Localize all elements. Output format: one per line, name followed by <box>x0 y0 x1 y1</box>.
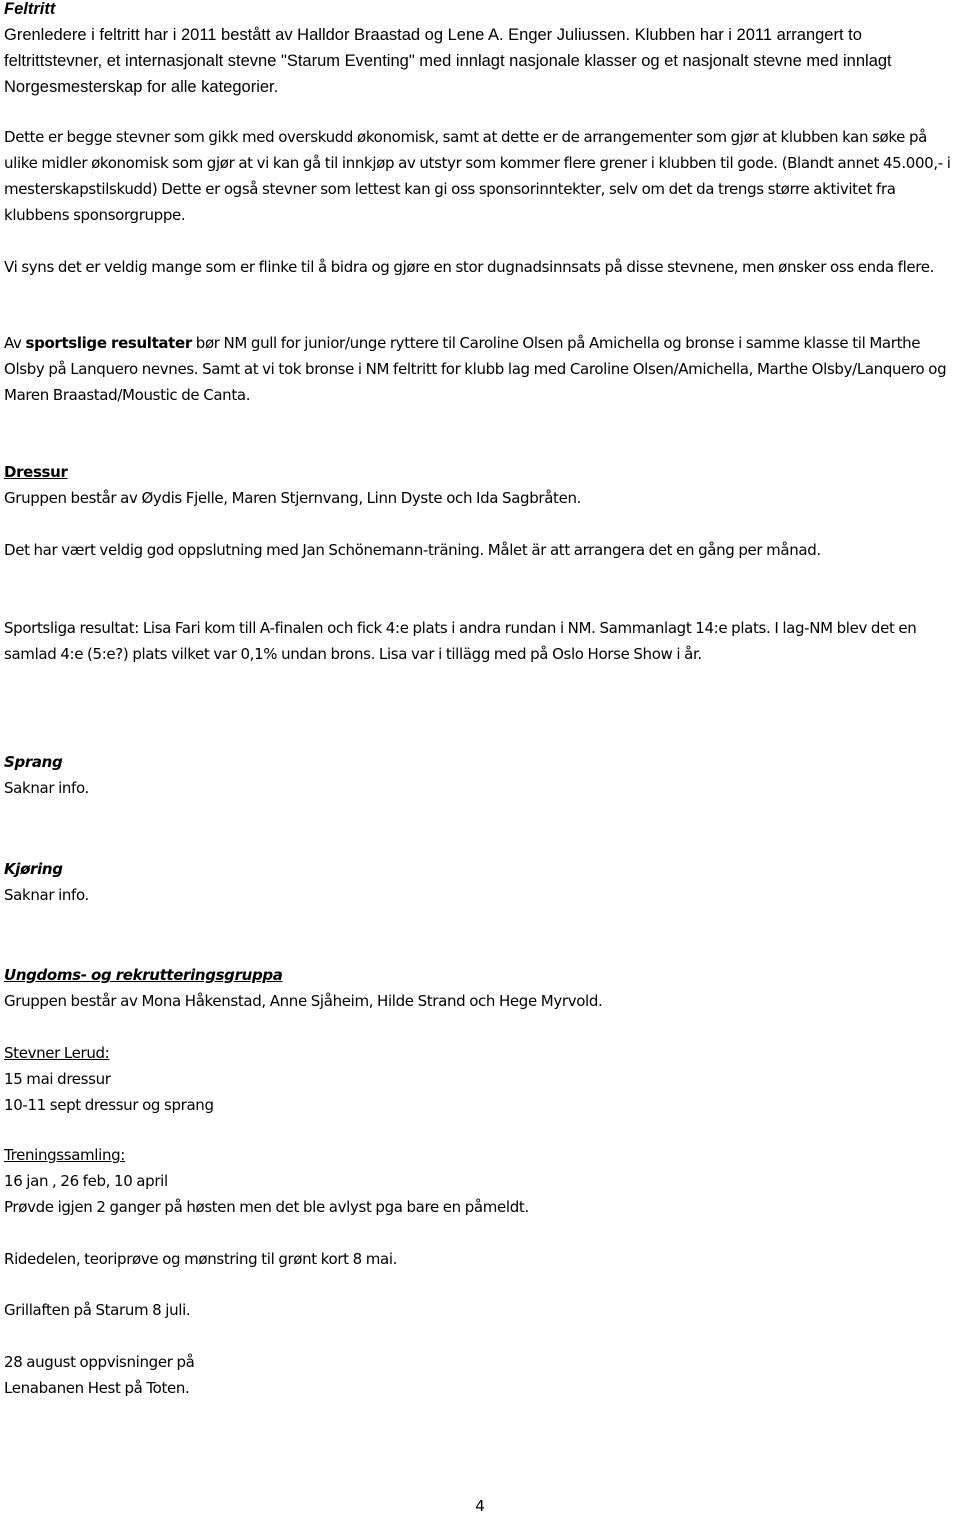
feltritt-section <box>4 0 956 100</box>
dressur-heading: Dressur <box>4 463 68 481</box>
feltritt-heading: Feltritt <box>4 0 56 18</box>
dressur-paragraph-3: Sportsliga resultat: Lisa Fari kom till A-finalen och fick 4:e plats i andra rundan i NM. Sammanlagt 14:e plats. I lag-NM blev det en samlad 4:e (5:e?) plats vilket var 0,1% undan brons. Lisa var i tillägg med på Oslo Horse Show i år. <box>4 619 917 663</box>
results-prefix: Av <box>4 334 26 352</box>
ungdom-heading: Ungdoms- og rekrutteringsgruppa <box>4 966 283 984</box>
kjoring-heading: Kjøring <box>4 860 63 878</box>
trening-label: Treningssamling: <box>4 1146 125 1164</box>
sprang-heading: Sprang <box>4 753 63 771</box>
dressur-section <box>4 459 956 511</box>
ridedelen-text: Ridedelen, teoriprøve og mønstring til grønt kort 8 mai. <box>4 1250 398 1268</box>
page-number: 4 <box>475 1497 485 1515</box>
stevner-item: 10-11 sept dressur og sprang <box>4 1096 214 1114</box>
oppvisning-line: Lenabanen Hest på Toten. <box>4 1379 190 1397</box>
results-text: bør NM gull for junior/unge ryttere til Caroline Olsen på Amichella og bronse i samme klasse til Marthe Olsby på Lanquero nevnes. Samt at vi tok bronse i NM feltritt for klubb lag med Caroline Olsen/Amichella, Marthe Olsby/Lanquero og Maren Braastad/Moustic de Canta. <box>4 334 947 404</box>
stevner-item: 15 mai dressur <box>4 1070 111 1088</box>
trening-item: 16 jan , 26 feb, 10 april <box>4 1172 168 1190</box>
dressur-paragraph-1: Gruppen består av Øydis Fjelle, Maren Stjernvang, Linn Dyste och Ida Sagbråten. <box>4 489 582 507</box>
grillaften-text: Grillaften på Starum 8 juli. <box>4 1301 191 1319</box>
treningssamling <box>4 1142 956 1220</box>
kjoring-section <box>4 856 956 908</box>
sprang-section <box>4 749 956 801</box>
stevner-lerud <box>4 1040 956 1118</box>
oppvisning-text <box>4 1349 956 1401</box>
stevner-label: Stevner Lerud: <box>4 1044 110 1062</box>
dressur-paragraph-2: Det har vært veldig god oppslutning med Jan Schönemann-träning. Målet är att arrangera det en gång per månad. <box>4 541 821 559</box>
feltritt-paragraph-1: Grenledere i feltritt har i 2011 bestått av Halldor Braastad og Lene A. Enger Juliussen. Klubben har i 2011 arrangert to feltrittstevner, et internasjonalt stevne "Starum Eventing" med innlagt nasjonale klasser og et nasjonalt stevne med innlagt Norgesmesterskap for alle kategorier. <box>4 26 892 96</box>
ungdom-section <box>4 962 956 1014</box>
oppvisning-line: 28 august oppvisninger på <box>4 1353 195 1371</box>
results-bold-label: sportslige resultater <box>25 334 192 352</box>
trening-item: Prøvde igjen 2 ganger på høsten men det ble avlyst pga bare en påmeldt. <box>4 1198 529 1216</box>
feltritt-paragraph-4 <box>4 330 956 408</box>
feltritt-paragraph-2: Dette er begge stevner som gikk med overskudd økonomisk, samt at dette er de arrangementer som gjør at klubben kan søke på ulike midler økonomisk som gjør at vi kan gå til innkjøp av utstyr som kommer flere grener i klubben til gode. (Blandt annet 45.000,- i mesterskapstilskudd) Dette er også stevner som lettest kan gi oss sponsorinntekter, selv om det da trengs større aktivitet fra klubbens sponsorgruppe. <box>4 128 951 224</box>
ungdom-paragraph-1: Gruppen består av Mona Håkenstad, Anne Sjåheim, Hilde Strand och Hege Myrvold. <box>4 992 603 1010</box>
kjoring-text: Saknar info. <box>4 886 89 904</box>
feltritt-paragraph-3: Vi syns det er veldig mange som er flinke til å bidra og gjøre en stor dugnadsinnsats på disse stevnene, men ønsker oss enda flere. <box>4 258 935 276</box>
sprang-text: Saknar info. <box>4 779 89 797</box>
